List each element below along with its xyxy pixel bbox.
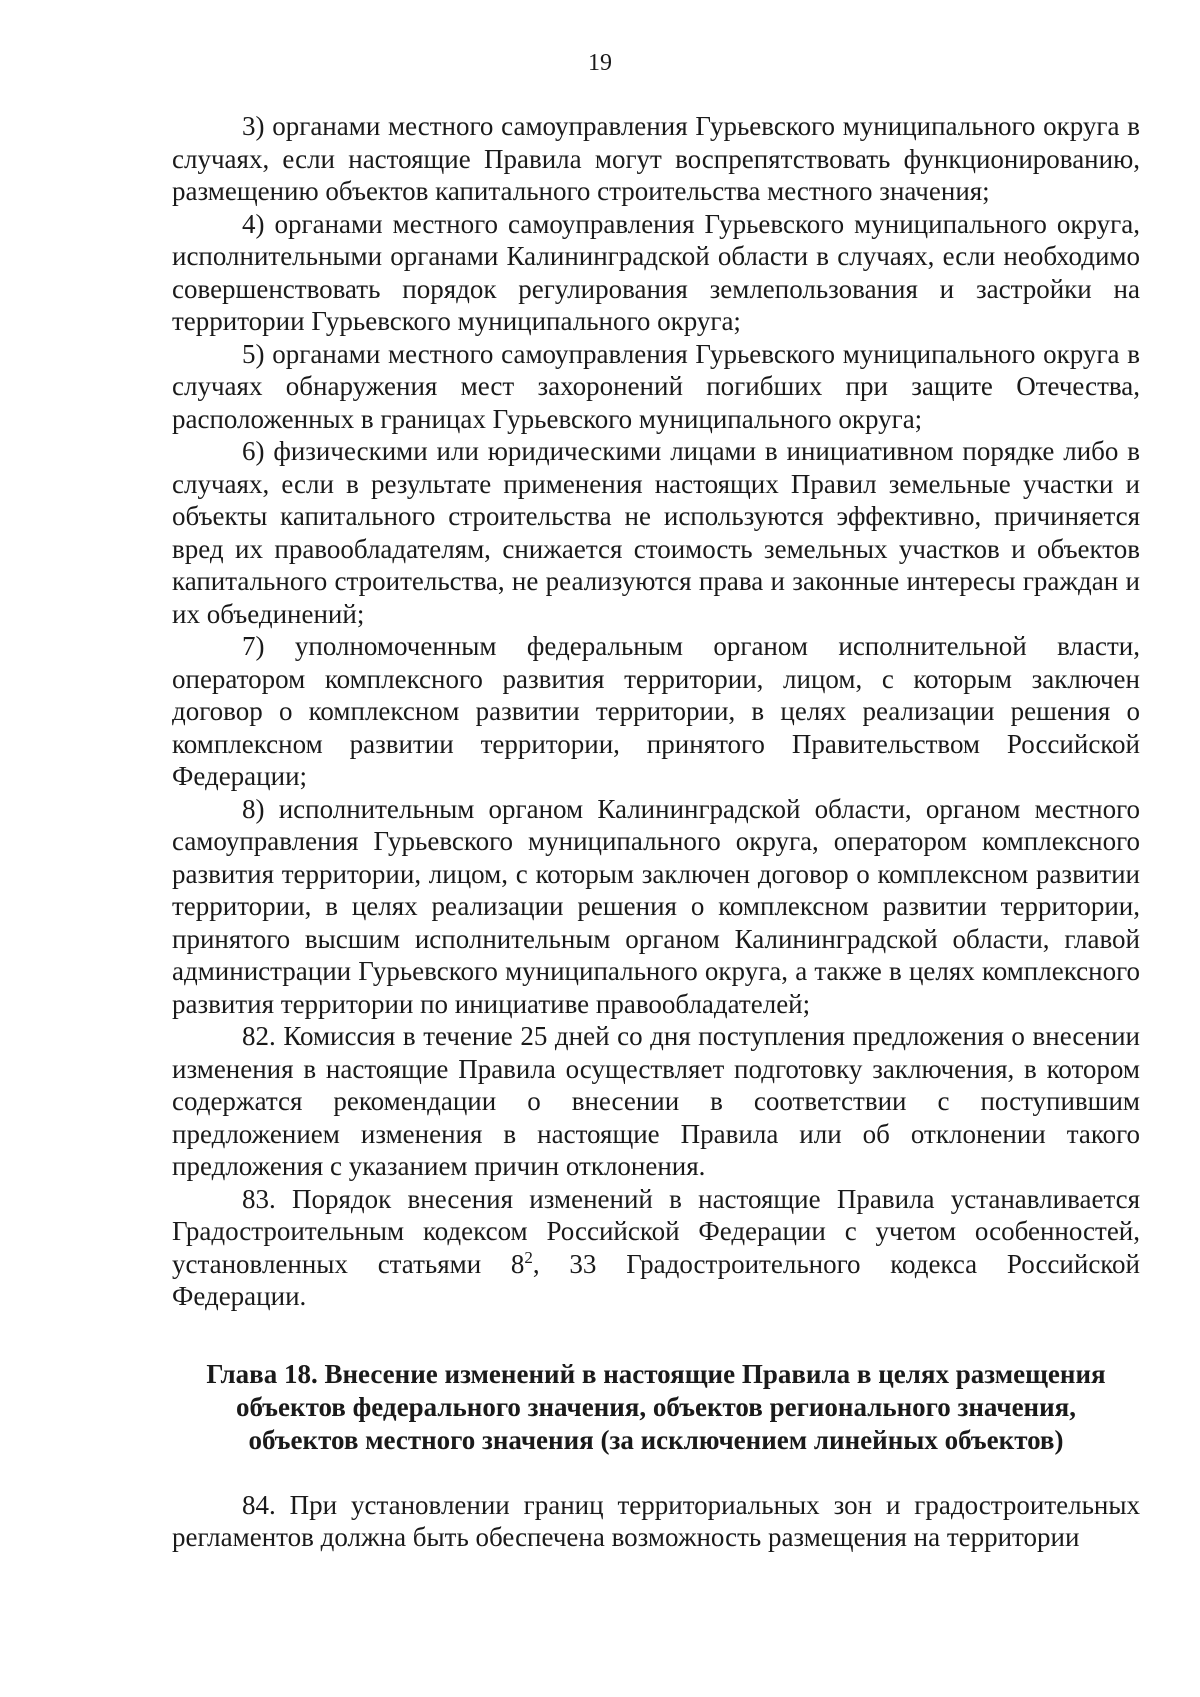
chapter-heading-line-2: объектов федерального значения, объектов регионального значения, [235, 1391, 1077, 1422]
chapter-heading [172, 1358, 1140, 1457]
paragraph-83 [172, 1183, 1140, 1313]
page-number: 19 [588, 50, 612, 76]
list-item-4: 4) органами местного самоуправления Гурьевского муниципального округа, исполнительными органами Калининградской области в случаях, если необходимо совершенствовать порядок регулирования землепользования и застройки на территории Гурьевского муниципального округа; [172, 208, 1140, 336]
list-item-6: 6) физическими или юридическими лицами в инициативном порядке либо в случаях, если в результате применения настоящих Правил земельные участки и объекты капитального строительства не используются эффективно, причиняется вред их правообладателям, снижается стоимость земельных участков и объектов капитального строительства, не реализуются права и законные интересы граждан и их объединений; [172, 436, 1140, 629]
paragraph-83-text: 83. Порядок внесения изменений в настоящие Правила устанавливается Градостроительным кодексом Российской Федерации с учетом особенностей, установленных статьями 8 [172, 1183, 1140, 1279]
document-body [172, 110, 1140, 1554]
list-item-3: 3) органами местного самоуправления Гурьевского муниципального округа в случаях, если настоящие Правила могут воспрепятствовать функционированию, размещению объектов капитального строительства местного значения; [172, 111, 1140, 206]
superscript: 2 [524, 1247, 533, 1267]
list-item-8: 8) исполнительным органом Калининградской области, органом местного самоуправления Гурьевского муниципального округа, оператором комплексного развития территории, лицом, с которым заключен договор о комплексном развитии территории, в целях реализации решения о комплексном развитии территории, принятого высшим исполнительным органом Калининградской области, главой администрации Гурьевского муниципального округа, а также в целях комплексного развития территории по инициативе правообладателей; [172, 793, 1140, 1019]
list-item-5: 5) органами местного самоуправления Гурьевского муниципального округа в случаях обнаружения мест захоронений погибших при защите Отечества, расположенных в границах Гурьевского муниципального округа; [172, 338, 1140, 434]
list-item-7: 7) уполномоченным федеральным органом исполнительной власти, оператором комплексного развития территории, лицом, с которым заключен договор о комплексном развитии территории, в целях реализации решения о комплексном развитии территории, принятого Правительством Российской Федерации; [172, 631, 1140, 791]
paragraph-82: 82. Комиссия в течение 25 дней со дня поступления предложения о внесении изменения в настоящие Правила осуществляет подготовку заключения, в котором содержатся рекомендации о внесении в соответствии с поступившим предложением изменения в настоящие Правила или об отклонении такого предложения с указанием причин отклонения. [172, 1021, 1140, 1181]
chapter-heading-line-3: объектов местного значения (за исключением линейных объектов) [248, 1424, 1064, 1455]
chapter-heading-line-1: Глава 18. Внесение изменений в настоящие Правила в целях размещения [206, 1358, 1106, 1389]
paragraph-84: 84. При установлении границ территориальных зон и градостроительных регламентов должна быть обеспечена возможность размещения на территории [172, 1489, 1140, 1552]
paragraph-83-text-end: , 33 Градостроительного кодекса Российской Федерации. [172, 1248, 1140, 1311]
